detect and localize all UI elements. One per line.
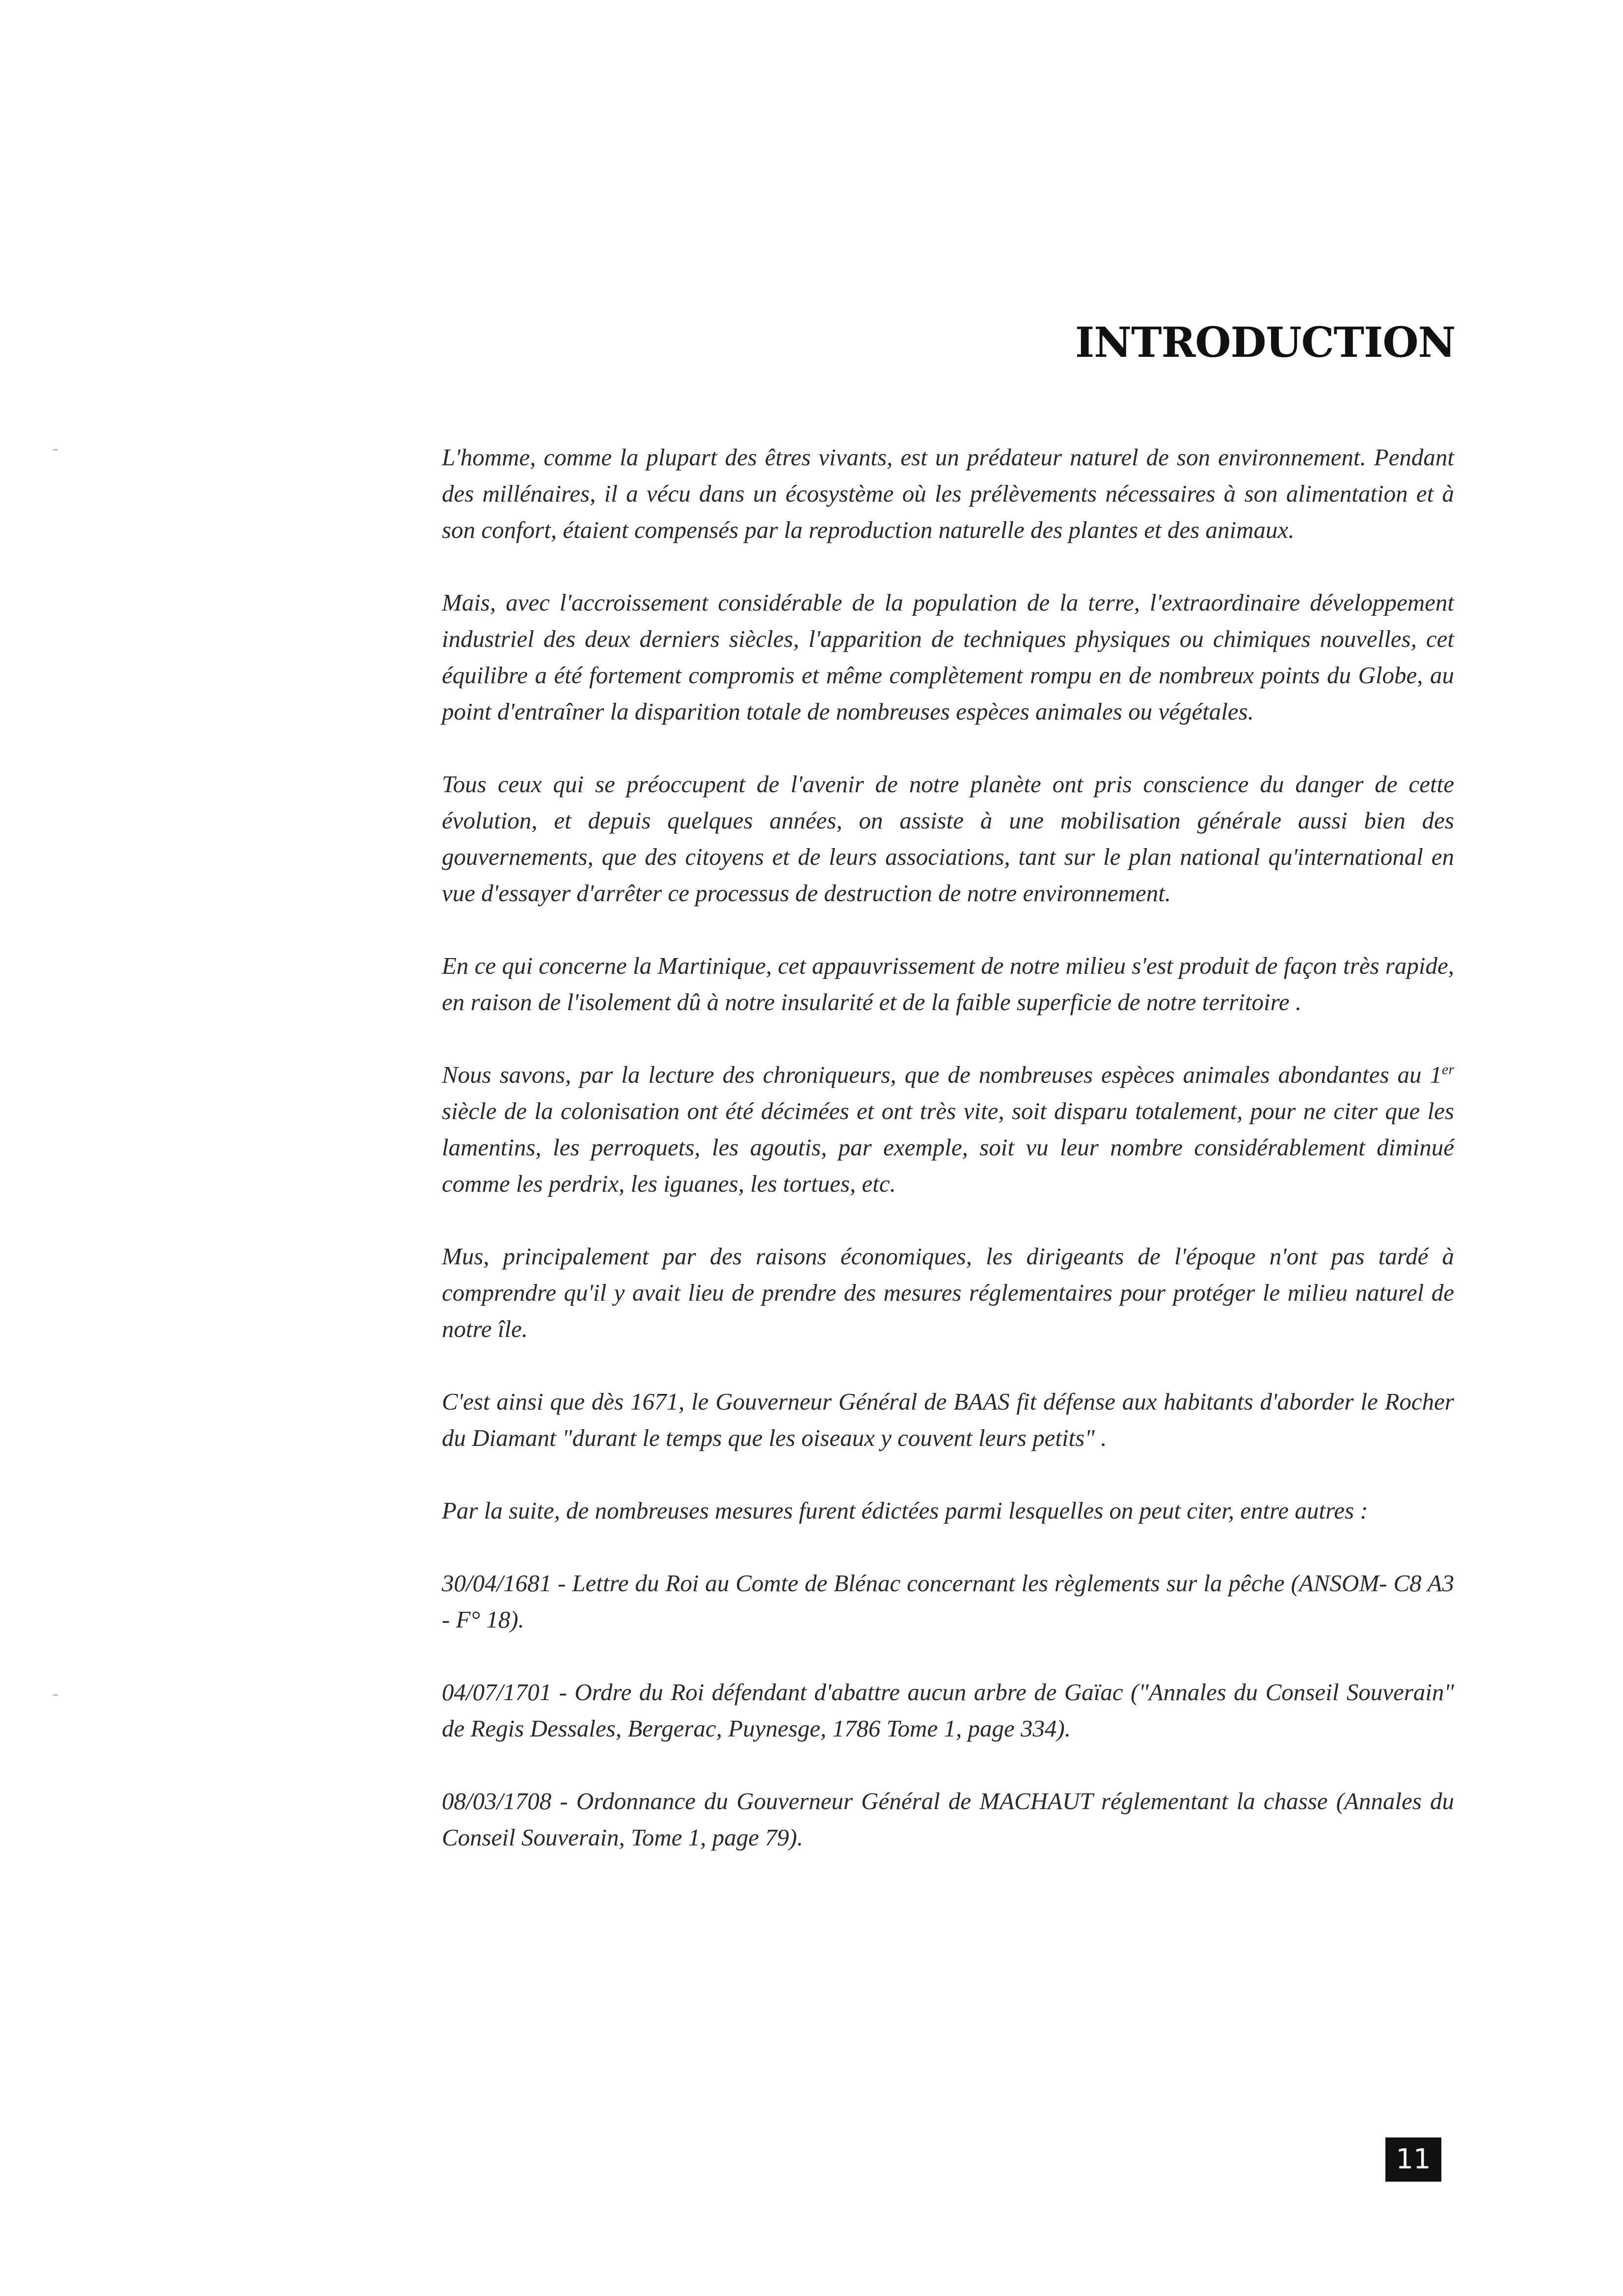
paragraph: En ce qui concerne la Martinique, cet appauvrissement de notre milieu s'est produit de façon très rapide, en raison de l'isolement dû à notre insularité et de la faible superficie de notre territoire . (442, 952, 1454, 1015)
paragraph: L'homme, comme la plupart des êtres vivants, est un prédateur naturel de son environnement. Pendant des millénaires, il a vécu dans un écosystème où les prélèvements nécessaires à son alimentation et à son confort, étaient compensés par la reproduction naturelle des plantes et des animaux. (442, 444, 1454, 543)
scan-speck (53, 1694, 58, 1696)
ordinal-superscript: er (1442, 1061, 1454, 1078)
scan-speck (53, 449, 58, 451)
paragraph (442, 1057, 1454, 1202)
paragraph-text: Nous savons, par la lecture des chroniqueurs, que de nombreuses espèces animales abondantes au 1 (442, 1061, 1442, 1088)
page-number-badge: 11 (1385, 2137, 1441, 2182)
page-title: INTRODUCTION (1075, 318, 1456, 367)
paragraph: C'est ainsi que dès 1671, le Gouverneur Général de BAAS fit défense aux habitants d'aborder le Rocher du Diamant "durant le temps que les oiseaux y couvent leurs petits" . (442, 1388, 1454, 1451)
decree-entry: 30/04/1681 - Lettre du Roi au Comte de Blénac concernant les règlements sur la pêche (ANSOM- C8 A3 - F° 18). (442, 1570, 1454, 1633)
paragraph: Tous ceux qui se préoccupent de l'avenir de notre planète ont pris conscience du danger de cette évolution, et depuis quelques années, on assiste à une mobilisation générale aussi bien des gouvernements, que des citoyens et de leurs associations, tant sur le plan national qu'international en vue d'essayer d'arrêter ce processus de destruction de notre environnement. (442, 771, 1454, 907)
paragraph: Mus, principalement par des raisons économiques, les dirigeants de l'époque n'ont pas tardé à comprendre qu'il y avait lieu de prendre des mesures réglementaires pour protéger le milieu naturel de notre île. (442, 1243, 1454, 1342)
paragraph: Par la suite, de nombreuses mesures furent édictées parmi lesquelles on peut citer, entre autres : (442, 1497, 1368, 1524)
paragraph: Mais, avec l'accroissement considérable de la population de la terre, l'extraordinaire développement industriel des deux derniers siècles, l'apparition de techniques physiques ou chimiques nouvelles, cet équilibre a été fortement compromis et même complètement rompu en de nombreux points du Globe, au point d'entraîner la disparition totale de nombreuses espèces animales ou végétales. (442, 589, 1454, 725)
body-text (442, 439, 1454, 1892)
decree-entry: 04/07/1701 - Ordre du Roi défendant d'abattre aucun arbre de Gaïac ("Annales du Conseil Souverain" de Regis Dessales, Bergerac, Puynesge, 1786 Tome 1, page 334). (442, 1679, 1454, 1742)
decree-entry: 08/03/1708 - Ordonnance du Gouverneur Général de MACHAUT réglementant la chasse (Annales du Conseil Souverain, Tome 1, page 79). (442, 1788, 1454, 1851)
paragraph-text: siècle de la colonisation ont été décimées et ont très vite, soit disparu totalement, pour ne citer que les lamentins, les perroquets, les agoutis, par exemple, soit vu leur nombre considérablement diminué comme les perdrix, les iguanes, les tortues, etc. (442, 1097, 1454, 1197)
